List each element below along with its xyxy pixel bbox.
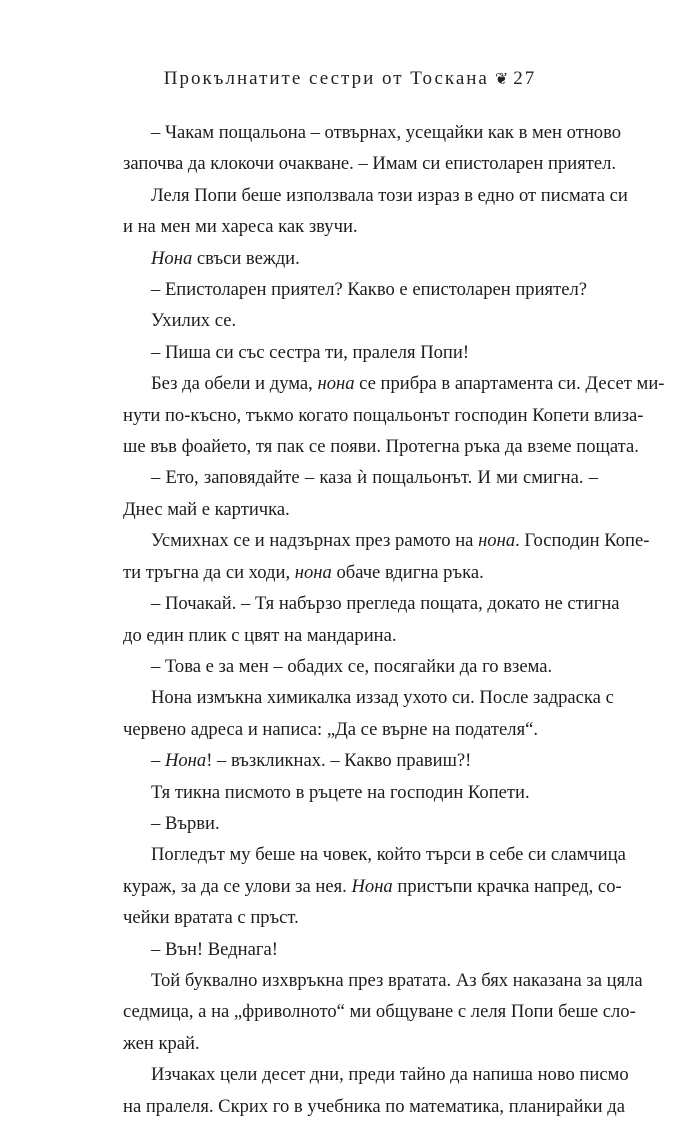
text-run: чейки вратата с пръст.: [123, 907, 299, 929]
text-line: [123, 1028, 598, 1059]
text-run: седмица, а на „фриволното“ ми общуване с леля Попи беше сло-: [123, 1001, 636, 1023]
italic-text: нона: [317, 373, 355, 395]
text-run: –: [151, 750, 165, 772]
text-line: [123, 808, 598, 839]
text-line: [123, 525, 650, 556]
text-run: кураж, за да се улови за нея.: [123, 875, 352, 897]
text-line: [123, 588, 620, 619]
text-run: Днес май е картичка.: [123, 498, 290, 520]
text-run: ! – възкликнах. – Какво правиш?!: [206, 750, 472, 772]
text-line: [123, 682, 614, 713]
text-run: Изчаках цели десет дни, преди тайно да напиша ново писмо: [151, 1064, 629, 1086]
italic-text: нона: [294, 561, 332, 583]
text-line: [123, 620, 598, 651]
text-line: [123, 557, 598, 588]
text-line: [123, 305, 598, 336]
text-line: [123, 400, 644, 431]
text-line: [123, 871, 622, 902]
text-run: и на мен ми хареса как звучи.: [123, 216, 358, 238]
italic-text: Нона: [351, 875, 393, 897]
text-run: нути по-късно, тъкмо когато пощальонът господин Копети влиза-: [123, 404, 644, 426]
text-line: [123, 211, 598, 242]
text-run: ше във фоайето, тя пак се появи. Протегна ръка да вземе пощата.: [123, 436, 639, 458]
text-run: – Пиша си със сестра ти, пралеля Попи!: [151, 341, 470, 363]
text-run: се прибра в апартамента си. Десет ми-: [354, 373, 665, 395]
text-line: [123, 1059, 629, 1090]
text-line: [123, 651, 598, 682]
italic-text: нона: [478, 530, 516, 552]
text-run: – Епистоларен приятел? Какво е епистоларен приятел?: [151, 279, 587, 301]
text-line: [123, 839, 626, 870]
body-text: [123, 117, 665, 1122]
text-line: [123, 745, 598, 776]
text-run: Леля Попи беше използвала този израз в едно от писмата си: [151, 184, 628, 206]
text-line: [123, 274, 598, 305]
text-run: пристъпи крачка напред, со-: [392, 875, 622, 897]
text-run: свъси вежди.: [192, 247, 300, 269]
text-run: обаче вдигна ръка.: [331, 561, 484, 583]
text-line: [123, 431, 639, 462]
text-run: Тя тикна писмото в ръцете на господин Копети.: [151, 781, 530, 803]
text-run: червено адреса и написа: „Да се върне на подателя“.: [123, 718, 539, 740]
text-run: до един плик с цвят на мандарина.: [123, 624, 397, 646]
text-line: [123, 494, 598, 525]
text-line: [123, 1091, 625, 1122]
text-run: Нона измъкна химикалка иззад ухото си. После задраска с: [151, 687, 614, 709]
text-run: започва да клокочи очакване. – Имам си епистоларен приятел.: [123, 153, 617, 175]
text-run: Погледът му беше на човек, който търси в себе си сламчица: [151, 844, 626, 866]
text-run: на пралеля. Скрих го в учебника по математика, планирайки да: [123, 1095, 625, 1117]
italic-text: Нона: [151, 247, 193, 269]
text-run: Той буквално изхвръкна през вратата. Аз бях наказана за цяла: [151, 969, 643, 991]
book-title: Прокълнатите сестри от Тоскана: [163, 68, 489, 89]
text-line: [123, 148, 617, 179]
italic-text: Нона: [164, 750, 207, 772]
text-run: жен край.: [123, 1032, 200, 1054]
text-run: Ухилих се.: [151, 310, 237, 332]
text-line: [123, 368, 665, 399]
text-line: [123, 714, 598, 745]
text-run: – Ето, заповядайте – каза ѝ пощальонът. И ми смигна. –: [151, 467, 598, 489]
text-line: [123, 965, 643, 996]
text-run: . Господин Копе-: [515, 530, 650, 552]
text-run: – Върви.: [151, 812, 220, 834]
fleuron-ornament-icon: ❦: [494, 71, 509, 88]
text-run: ти тръгна да си ходи,: [123, 561, 295, 583]
text-run: Без да обели и дума,: [151, 373, 318, 395]
text-line: [123, 777, 598, 808]
text-run: – Почакай. – Тя набързо прегледа пощата, докато не стигна: [151, 593, 620, 615]
running-header: [0, 68, 700, 90]
text-line: [123, 902, 598, 933]
text-line: [123, 337, 598, 368]
text-line: [123, 180, 628, 211]
text-run: – Това е за мен – обадих се, посягайки да го взема.: [151, 655, 553, 677]
text-line: [123, 462, 598, 493]
text-run: Усмихнах се и надзърнах през рамото на: [151, 530, 479, 552]
text-line: [123, 934, 598, 965]
text-run: – Вън! Веднага!: [151, 938, 278, 960]
text-run: – Чакам пощальона – отвърнах, усещайки как в мен отново: [151, 122, 622, 143]
text-line: [123, 117, 622, 148]
page-number: 27: [513, 68, 537, 89]
text-line: [123, 243, 598, 274]
text-line: [123, 996, 636, 1027]
